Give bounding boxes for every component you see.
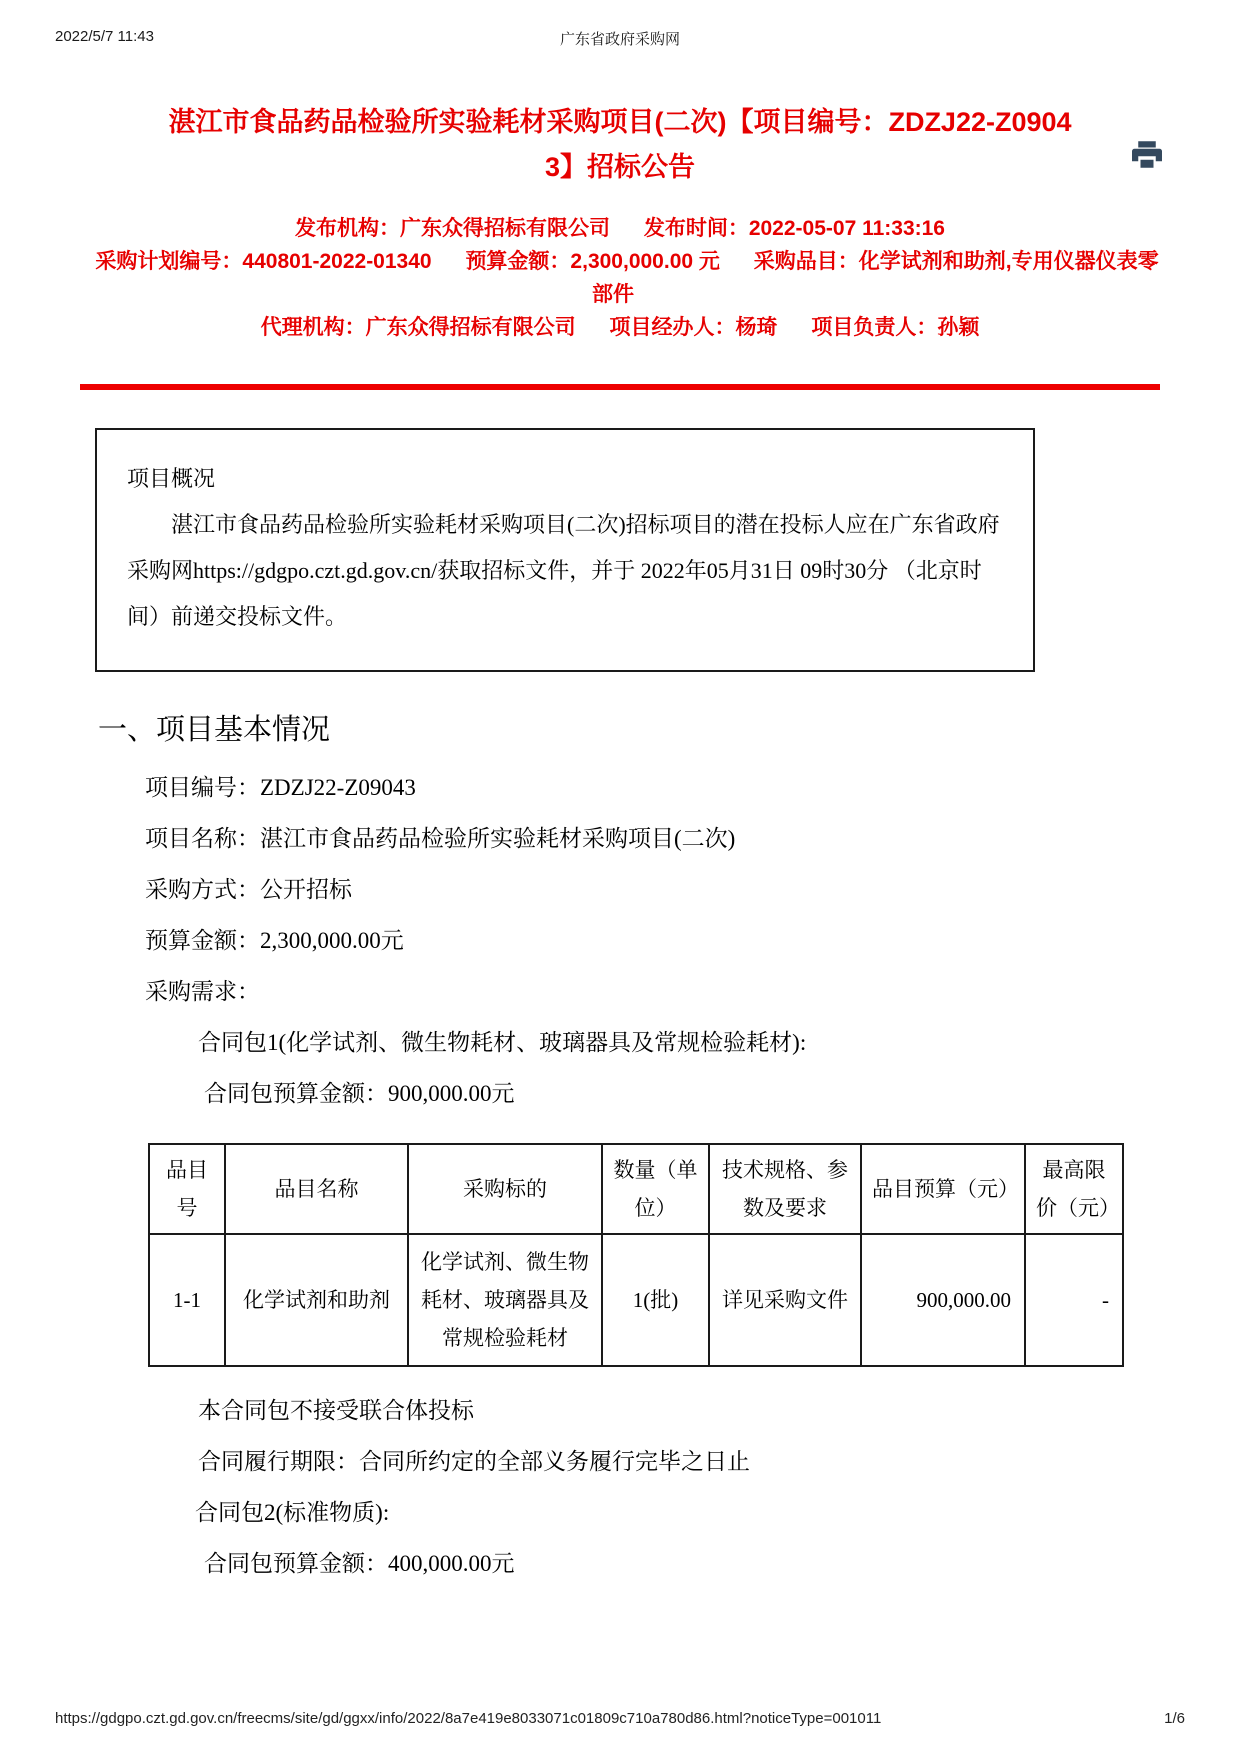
meta-handler: 项目经办人：杨琦	[609, 316, 778, 339]
project-name-line: 项目名称：湛江市食品药品检验所实验耗材采购项目(二次)	[145, 826, 736, 851]
page-title: 湛江市食品药品检验所实验耗材采购项目(二次)【项目编号：ZDZJ22-Z09043】招标公告	[168, 107, 1072, 182]
package1-budget: 合同包预算金额：900,000.00元	[204, 1081, 515, 1106]
overview-heading: 项目概况	[127, 466, 216, 491]
meta-row-agency	[80, 311, 1160, 344]
col-header-item-budget: 品目预算（元）	[861, 1144, 1025, 1234]
notice-meta	[80, 212, 1160, 344]
cell-item-no: 1-1	[149, 1234, 225, 1366]
col-header-price-cap: 最高限价（元）	[1025, 1144, 1123, 1234]
print-footer	[55, 1710, 1185, 1730]
meta-row-publisher	[80, 212, 1160, 245]
package1-title: 合同包1(化学试剂、微生物耗材、玻璃器具及常规检验耗材):	[198, 1030, 807, 1055]
project-number-line: 项目编号：ZDZJ22-Z09043	[145, 775, 416, 800]
cell-price-cap: -	[1025, 1234, 1123, 1366]
meta-row-plan	[80, 245, 1160, 311]
print-datetime: 2022/5/7 11:43	[55, 28, 154, 45]
section1-heading: 一、项目基本情况	[98, 714, 331, 746]
red-divider	[80, 384, 1160, 390]
procurement-method-line: 采购方式：公开招标	[145, 877, 352, 902]
contract-duration-note: 合同履行期限：合同所约定的全部义务履行完毕之日止	[198, 1449, 750, 1474]
meta-publish-time: 发布时间：2022-05-07 11:33:16	[643, 217, 945, 240]
printer-icon	[1132, 158, 1162, 173]
col-header-specs: 技术规格、参数及要求	[709, 1144, 861, 1234]
meta-publisher: 发布机构：广东众得招标有限公司	[294, 217, 610, 240]
source-url: https://gdgpo.czt.gd.gov.cn/freecms/site/gd/ggxx/info/2022/8a7e419e8033071c01809c710a780d86.html?noticeType=001011	[55, 1710, 882, 1727]
col-header-item-name: 品目名称	[225, 1144, 408, 1234]
meta-budget: 预算金额：2,300,000.00 元	[465, 250, 720, 273]
col-header-quantity: 数量（单位）	[602, 1144, 709, 1234]
package2-title: 合同包2(标准物质):	[195, 1500, 390, 1525]
meta-agency: 代理机构：广东众得招标有限公司	[260, 316, 576, 339]
cell-subject: 化学试剂、微生物耗材、玻璃器具及常规检验耗材	[408, 1234, 602, 1366]
page-indicator: 1/6	[1164, 1710, 1185, 1727]
package2-budget: 合同包预算金额：400,000.00元	[204, 1551, 515, 1576]
section1-details	[80, 762, 1160, 1119]
overview-paragraph: 湛江市食品药品检验所实验耗材采购项目(二次)招标项目的潜在投标人应在广东省政府采购网https://gdgpo.czt.gd.gov.cn/获取招标文件，并于 2022年05月31日 09时30分 （北京时间）前递交投标文件。	[127, 512, 1000, 629]
title-area	[80, 0, 1160, 190]
project-overview-box	[95, 428, 1035, 672]
meta-leader: 项目负责人：孙颖	[811, 316, 980, 339]
cell-specs: 详见采购文件	[709, 1234, 861, 1366]
table-row	[149, 1234, 1123, 1366]
requirement-label: 采购需求：	[145, 979, 260, 1004]
cell-item-budget: 900,000.00	[861, 1234, 1025, 1366]
joint-bid-note: 本合同包不接受联合体投标	[198, 1398, 474, 1423]
package1-items-table	[148, 1143, 1124, 1367]
col-header-item-no: 品目号	[149, 1144, 225, 1234]
col-header-subject: 采购标的	[408, 1144, 602, 1234]
print-button[interactable]	[1130, 140, 1164, 172]
site-name: 广东省政府采购网	[559, 31, 680, 48]
meta-category: 采购品目：化学试剂和助剂,专用仪器仪表零部件	[592, 250, 1159, 306]
table-header-row	[149, 1144, 1123, 1234]
budget-line: 预算金额：2,300,000.00元	[145, 928, 404, 953]
meta-plan-number: 采购计划编号：440801-2022-01340	[95, 250, 432, 273]
cell-quantity: 1(批)	[602, 1234, 709, 1366]
cell-item-name: 化学试剂和助剂	[225, 1234, 408, 1366]
package1-notes	[80, 1385, 1160, 1589]
